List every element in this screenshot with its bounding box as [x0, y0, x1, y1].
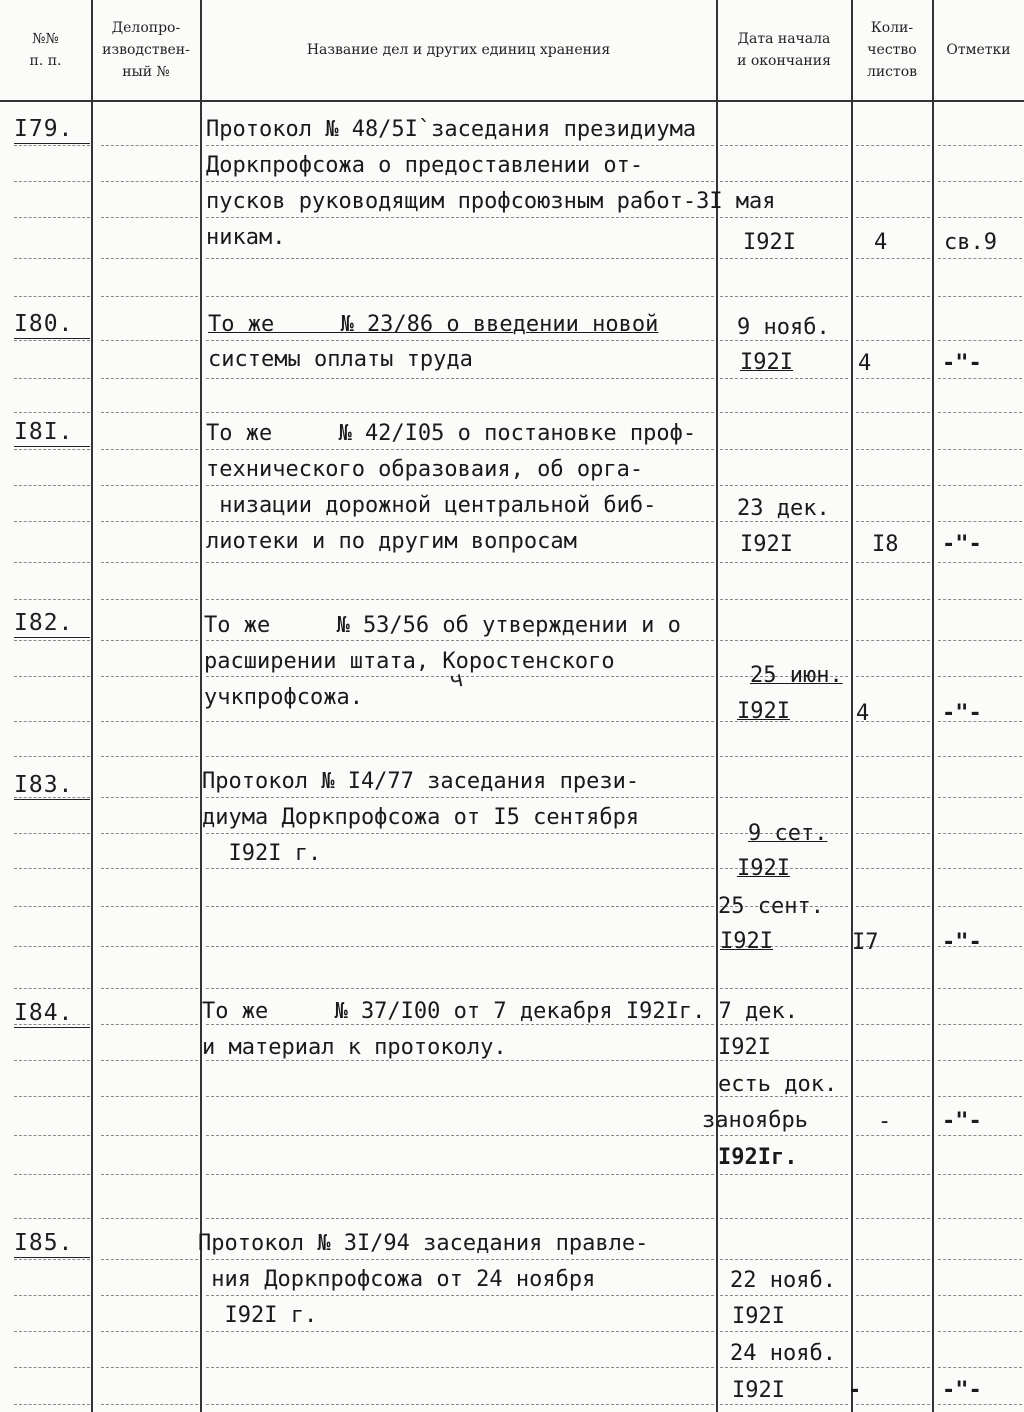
ruled-line — [14, 217, 90, 219]
ruled-line — [14, 1135, 90, 1137]
ruled-line — [720, 181, 848, 183]
ruled-line — [856, 145, 930, 147]
ruled-line — [14, 988, 90, 990]
record-date: I92I — [720, 929, 773, 954]
ruled-line — [938, 640, 1022, 642]
record-date: I92I — [737, 699, 790, 724]
ruled-line — [206, 181, 714, 183]
ruled-line — [206, 599, 714, 601]
ruled-line — [14, 1331, 90, 1333]
ruled-line — [206, 946, 714, 948]
ruled-line — [101, 906, 198, 908]
ruled-line — [720, 1295, 848, 1297]
ruled-line — [938, 412, 1022, 414]
ruled-line — [720, 378, 848, 380]
ruled-line — [101, 1259, 198, 1261]
ruled-line — [856, 640, 930, 642]
ruled-line — [101, 1218, 198, 1220]
ruled-line — [856, 1174, 930, 1176]
ruled-line — [14, 449, 90, 451]
record-title-line: То же № 37/I00 от 7 декабря I92Iг. 7 дек. — [202, 999, 799, 1024]
ruled-line — [14, 721, 90, 723]
record-title-line: технического образоваия, об орга- — [206, 457, 644, 482]
ruled-line — [938, 562, 1022, 564]
ruled-line — [856, 833, 930, 835]
ruled-line — [101, 1135, 198, 1137]
ruled-line — [856, 1024, 930, 1026]
record-title-line: Протокол № I4/77 заседания прези- — [202, 769, 640, 794]
ruled-line — [206, 1218, 714, 1220]
record-sheets: 4 — [874, 230, 888, 255]
ruled-line — [101, 1174, 198, 1176]
ruled-line — [938, 756, 1022, 758]
ruled-line — [14, 640, 90, 642]
record-sheets: - — [848, 1378, 862, 1403]
ruled-line — [206, 449, 714, 451]
ruled-line — [101, 1060, 198, 1062]
record-notes: св.9 — [944, 230, 997, 255]
ruled-line — [101, 1096, 198, 1098]
column-divider — [932, 0, 934, 1412]
ruled-line — [206, 1295, 714, 1297]
ruled-line — [101, 946, 198, 948]
record-date: I92I — [743, 230, 796, 255]
ruled-line — [101, 1295, 198, 1297]
header-col-title: Название дел и других единиц хранения — [306, 42, 611, 58]
ruled-line — [938, 868, 1022, 870]
ruled-line — [856, 906, 930, 908]
record-title-line: Доркпрофсожа о предоставлении от- — [206, 153, 644, 178]
ruled-line — [856, 562, 930, 564]
record-date: 9 сет. — [748, 821, 828, 846]
ruled-line — [720, 485, 848, 487]
ruled-line — [101, 1331, 198, 1333]
ruled-line — [206, 296, 714, 298]
ruled-line — [720, 988, 848, 990]
ruled-line — [206, 1404, 714, 1406]
ruled-line — [14, 756, 90, 758]
ruled-line — [101, 145, 198, 147]
ruled-line — [938, 181, 1022, 183]
record-notes: -"- — [942, 1378, 982, 1403]
record-date: I92I — [718, 1035, 771, 1060]
ruled-line — [938, 676, 1022, 678]
ruled-line — [206, 145, 714, 147]
ruled-line — [14, 145, 90, 147]
ruled-line — [14, 946, 90, 948]
ruled-line — [938, 906, 1022, 908]
ruled-line — [14, 833, 90, 835]
ruled-line — [206, 797, 714, 799]
ruled-line — [938, 217, 1022, 219]
ruled-line — [938, 797, 1022, 799]
record-sheets: I7 — [852, 930, 879, 955]
ruled-line — [856, 1060, 930, 1062]
ruled-line — [856, 797, 930, 799]
record-number: I83. — [14, 771, 90, 800]
record-title-line: пусков руководящим профсоюзным работ-3I мая — [206, 189, 776, 214]
ruled-line — [14, 1218, 90, 1220]
ruled-line — [938, 833, 1022, 835]
ruled-line — [101, 1367, 198, 1369]
ruled-line — [101, 449, 198, 451]
ruled-line — [720, 562, 848, 564]
ruled-line — [720, 756, 848, 758]
ruled-line — [101, 721, 198, 723]
record-date: I92I — [740, 350, 793, 375]
ruled-line — [938, 988, 1022, 990]
record-date: 23 дек. — [737, 496, 830, 521]
ruled-line — [206, 1259, 714, 1261]
ruled-line — [101, 412, 198, 414]
record-number: I84. — [14, 999, 90, 1028]
handwritten-mark: ч — [447, 666, 466, 695]
record-date: I92Iг. — [718, 1145, 798, 1170]
record-date: I92I — [732, 1304, 785, 1329]
header-divider — [0, 100, 1024, 102]
ruled-line — [720, 599, 848, 601]
record-notes: -"- — [942, 1109, 982, 1134]
ruled-line — [720, 797, 848, 799]
ruled-line — [206, 485, 714, 487]
ruled-line — [101, 1404, 198, 1406]
ruled-line — [101, 868, 198, 870]
ruled-line — [101, 599, 198, 601]
ruled-line — [856, 296, 930, 298]
ruled-line — [938, 1096, 1022, 1098]
record-date: есть док. — [718, 1072, 838, 1097]
ruled-line — [206, 1096, 714, 1098]
record-sheets: - — [878, 1109, 892, 1134]
ruled-line — [856, 1135, 930, 1137]
ruled-line — [206, 258, 714, 260]
ruled-line — [720, 258, 848, 260]
record-title-line: низации дорожной центральной биб- — [206, 493, 657, 518]
ruled-line — [14, 485, 90, 487]
ruled-line — [206, 906, 714, 908]
ruled-line — [206, 640, 714, 642]
ruled-line — [720, 296, 848, 298]
ruled-line — [101, 640, 198, 642]
ruled-line — [206, 1135, 714, 1137]
record-date: I92I — [737, 856, 790, 881]
ruled-line — [856, 1404, 930, 1406]
ruled-line — [856, 485, 930, 487]
ruled-line — [101, 378, 198, 380]
ruled-line — [938, 1024, 1022, 1026]
record-date: заноябрь — [702, 1108, 808, 1133]
record-notes: -"- — [942, 351, 982, 376]
header-col-number: №№ п. п. — [29, 31, 62, 69]
ruled-line — [938, 258, 1022, 260]
ruled-line — [938, 1060, 1022, 1062]
ruled-line — [14, 1404, 90, 1406]
record-sheets: 4 — [858, 351, 872, 376]
ruled-line — [938, 449, 1022, 451]
ruled-line — [206, 521, 714, 523]
record-title-line: никам. — [206, 225, 286, 250]
ruled-line — [856, 378, 930, 380]
ruled-line — [14, 340, 90, 342]
ruled-line — [856, 217, 930, 219]
record-date: 25 сент. — [718, 894, 824, 919]
ruled-line — [101, 485, 198, 487]
record-title-line: Протокол № 48/5I`заседания президиума — [206, 117, 697, 142]
ruled-line — [856, 1331, 930, 1333]
record-title-line: Протокол № 3I/94 заседания правле- — [198, 1231, 649, 1256]
ruled-line — [101, 756, 198, 758]
ruled-line — [856, 868, 930, 870]
record-title-line: ния Доркпрофсожа от 24 ноября — [198, 1267, 596, 1292]
ruled-line — [856, 1096, 930, 1098]
ruled-line — [14, 1367, 90, 1369]
ruled-line — [14, 1295, 90, 1297]
record-title-line: учкпрофсожа. — [204, 685, 363, 710]
ruled-line — [720, 449, 848, 451]
ruled-line — [101, 676, 198, 678]
header-col-office-number: Делопро- изводствен- ный № — [102, 20, 190, 80]
ruled-line — [856, 1218, 930, 1220]
ruled-line — [856, 449, 930, 451]
ruled-line — [938, 1174, 1022, 1176]
ruled-line — [720, 1259, 848, 1261]
record-title-line: и материал к протоколу. — [202, 1035, 507, 1060]
ruled-line — [720, 217, 848, 219]
ruled-line — [856, 521, 930, 523]
ruled-line — [720, 1331, 848, 1333]
record-title-line: I92I г. — [202, 841, 322, 866]
ruled-line — [206, 868, 714, 870]
ruled-line — [101, 1024, 198, 1026]
ruled-line — [938, 145, 1022, 147]
record-date: I92I — [740, 532, 793, 557]
ruled-line — [856, 340, 930, 342]
ruled-line — [101, 340, 198, 342]
ruled-line — [206, 833, 714, 835]
ruled-line — [14, 378, 90, 380]
ruled-line — [206, 1331, 714, 1333]
ruled-line — [206, 721, 714, 723]
ruled-line — [856, 1367, 930, 1369]
record-title-line: расширении штата, Коростенского — [204, 649, 615, 674]
ruled-line — [206, 1174, 714, 1176]
ruled-line — [101, 296, 198, 298]
ruled-line — [720, 1218, 848, 1220]
ruled-line — [856, 1295, 930, 1297]
record-date: 22 нояб. — [730, 1268, 836, 1293]
record-notes: -"- — [942, 930, 982, 955]
ruled-line — [14, 412, 90, 414]
ruled-line — [206, 217, 714, 219]
header-col-notes: Отметки — [946, 42, 1011, 58]
record-date: 24 нояб. — [730, 1341, 836, 1366]
ruled-line — [14, 676, 90, 678]
ruled-line — [14, 562, 90, 564]
record-sheets: I8 — [872, 532, 899, 557]
ruled-line — [938, 1331, 1022, 1333]
record-number: I8I. — [14, 418, 90, 447]
ruled-line — [206, 340, 714, 342]
record-notes: -"- — [942, 701, 982, 726]
ruled-line — [856, 181, 930, 183]
ruled-line — [101, 562, 198, 564]
ruled-line — [938, 599, 1022, 601]
ruled-line — [938, 378, 1022, 380]
record-title-line: системы оплаты труда — [208, 347, 473, 372]
ruled-line — [856, 258, 930, 260]
ruled-line — [206, 1367, 714, 1369]
ruled-line — [938, 1295, 1022, 1297]
ruled-line — [720, 145, 848, 147]
ruled-line — [14, 296, 90, 298]
record-number: I82. — [14, 609, 90, 638]
ruled-line — [720, 1135, 848, 1137]
ruled-line — [938, 1367, 1022, 1369]
ruled-line — [14, 521, 90, 523]
header-col-dates: Дата начала и окончания — [737, 31, 831, 69]
record-sheets: 4 — [856, 701, 870, 726]
ruled-line — [14, 906, 90, 908]
ruled-line — [206, 412, 714, 414]
column-divider — [851, 0, 853, 1412]
ruled-line — [206, 756, 714, 758]
ruled-line — [14, 1060, 90, 1062]
ruled-line — [14, 1096, 90, 1098]
ruled-line — [856, 1259, 930, 1261]
record-number: I79. — [14, 115, 90, 144]
ruled-line — [856, 676, 930, 678]
record-notes: -"- — [942, 532, 982, 557]
record-date: 25 июн. — [750, 663, 843, 688]
ruled-line — [856, 756, 930, 758]
ruled-line — [856, 412, 930, 414]
ruled-line — [101, 217, 198, 219]
ruled-line — [938, 340, 1022, 342]
column-divider — [91, 0, 93, 1412]
ruled-line — [938, 296, 1022, 298]
ruled-line — [206, 988, 714, 990]
ruled-line — [938, 1218, 1022, 1220]
record-title-line: То же № 53/56 об утверждении и о — [204, 613, 681, 638]
ruled-line — [14, 868, 90, 870]
ruled-line — [720, 640, 848, 642]
ruled-line — [938, 1259, 1022, 1261]
ruled-line — [856, 599, 930, 601]
record-title-line: I92I г. — [198, 1303, 318, 1328]
ruled-line — [14, 599, 90, 601]
record-title-line: То же № 42/I05 о постановке проф- — [206, 421, 697, 446]
record-title-line: диума Доркпрофсожа от I5 сентября — [202, 805, 640, 830]
ruled-line — [206, 562, 714, 564]
header-col-sheets: Коли- чество листов — [866, 20, 918, 80]
ruled-line — [101, 258, 198, 260]
ruled-line — [101, 988, 198, 990]
ruled-line — [101, 181, 198, 183]
record-number: I80. — [14, 310, 90, 339]
ruled-line — [101, 797, 198, 799]
record-number: I85. — [14, 1229, 90, 1258]
record-title-line: То же № 23/86 о введении новой — [208, 312, 659, 337]
record-date: 9 нояб. — [737, 315, 830, 340]
ruled-line — [14, 258, 90, 260]
column-divider — [200, 0, 202, 1412]
ruled-line — [938, 485, 1022, 487]
ruled-line — [206, 378, 714, 380]
ruled-line — [101, 521, 198, 523]
ruled-line — [101, 833, 198, 835]
ruled-line — [720, 412, 848, 414]
ruled-line — [14, 181, 90, 183]
ruled-line — [856, 988, 930, 990]
ruled-line — [14, 1174, 90, 1176]
ruled-line — [14, 1259, 90, 1261]
ruled-line — [720, 1174, 848, 1176]
ruled-line — [938, 521, 1022, 523]
record-date: I92I — [732, 1378, 785, 1403]
record-title-line: лиотеки и по другим вопросам — [206, 529, 577, 554]
